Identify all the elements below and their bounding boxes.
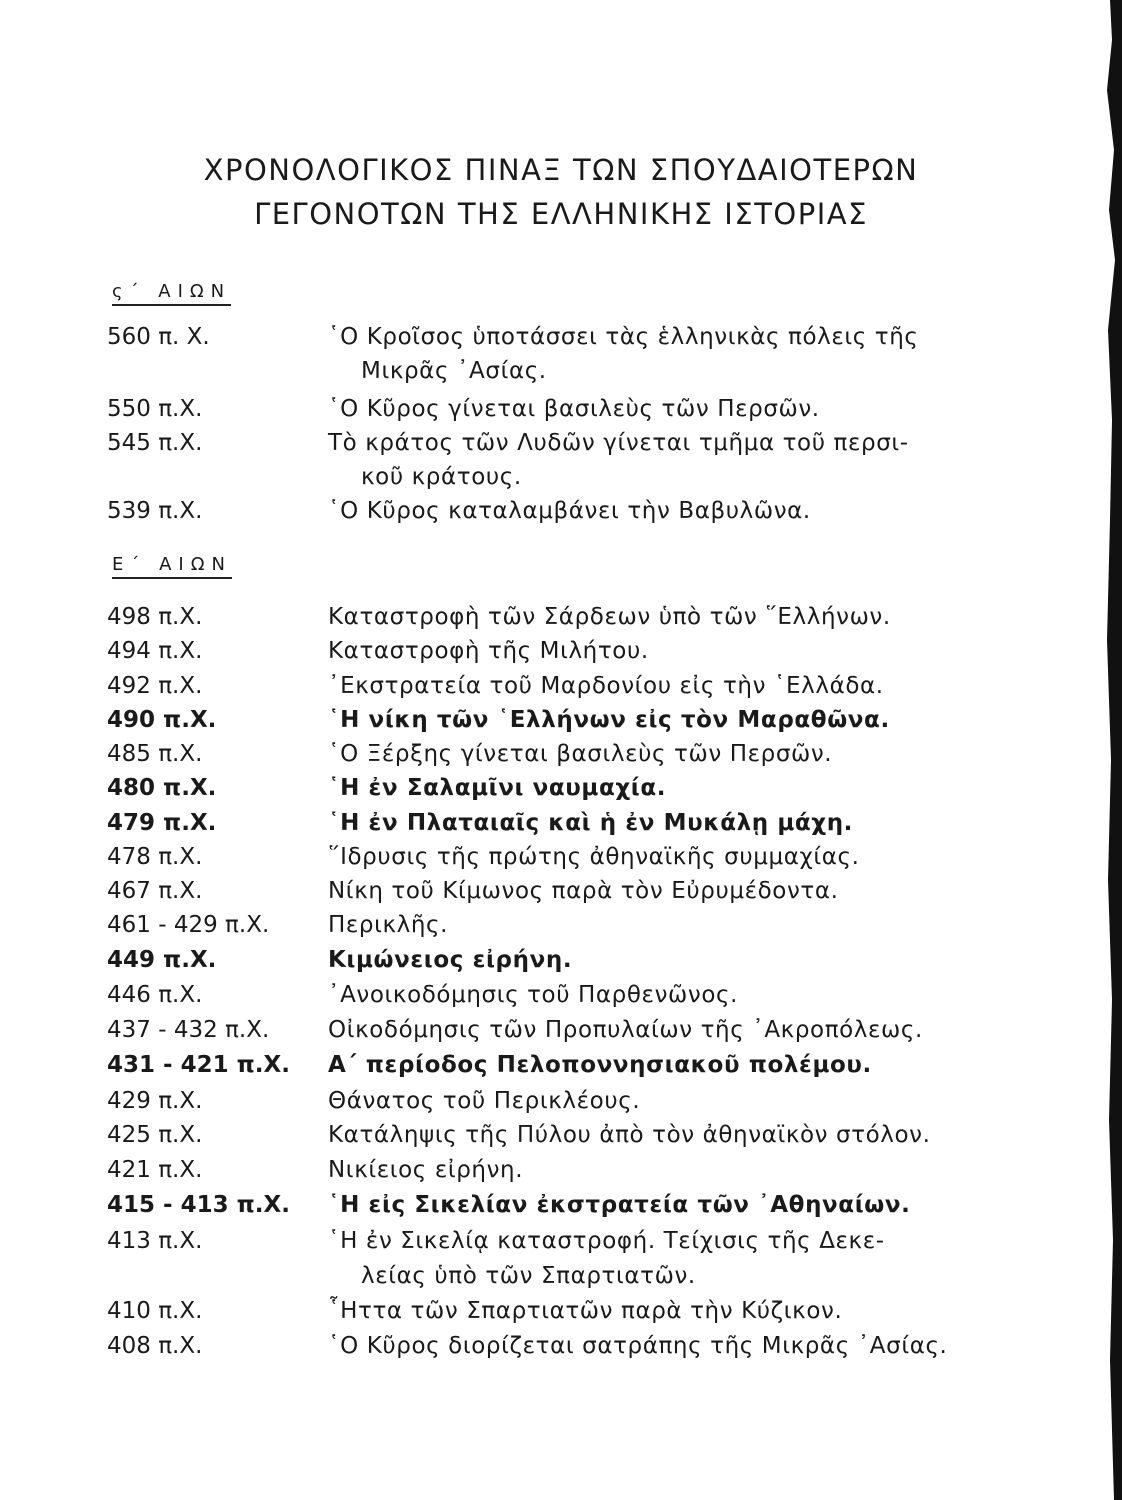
row-event: ῾Ο Κῦρος διορίζεται σατράπης τῆς Μικρᾶς ᾿Ασίας.: [328, 1333, 948, 1359]
row-date: 560 π. Χ.: [107, 324, 210, 350]
row-event: Κατάληψις τῆς Πύλου ἀπὸ τὸν ἀθηναϊκὸν στόλον.: [328, 1122, 931, 1148]
row-date: 490 π.Χ.: [107, 707, 217, 733]
row-event: Κιμώνειος εἰρήνη.: [328, 947, 573, 973]
row-event-continuation: κοῦ κράτους.: [361, 464, 522, 490]
century-heading: ς΄ ΑΙΩΝ: [112, 281, 231, 306]
row-date: 408 π.Χ.: [107, 1333, 203, 1359]
row-date: 446 π.Χ.: [107, 982, 203, 1008]
row-date: 539 π.Χ.: [107, 498, 203, 524]
row-event: Νίκη τοῦ Κίμωνος παρὰ τὸν Εὐρυμέδοντα.: [328, 878, 839, 904]
row-date: 478 π.Χ.: [107, 844, 203, 870]
row-event: Α΄ περίοδος Πελοποννησιακοῦ πολέμου.: [328, 1052, 872, 1078]
row-date: 425 π.Χ.: [107, 1122, 203, 1148]
row-date: 485 π.Χ.: [107, 741, 203, 767]
row-event: Οἰκοδόμησις τῶν Προπυλαίων τῆς ᾿Ακροπόλεως.: [328, 1017, 923, 1043]
row-date: 550 π.Χ.: [107, 396, 203, 422]
row-date: 415 - 413 π.Χ.: [107, 1192, 290, 1218]
row-event: ῾Ο Κῦρος γίνεται βασιλεὺς τῶν Περσῶν.: [328, 396, 820, 422]
row-event: Νικίειος εἰρήνη.: [328, 1157, 524, 1183]
row-date: 480 π.Χ.: [107, 775, 217, 801]
row-event: Θάνατος τοῦ Περικλέους.: [328, 1088, 641, 1114]
row-event: ῞Ιδρυσις τῆς πρώτης ἀθηναϊκῆς συμμαχίας.: [328, 844, 860, 870]
row-event: ῾Ο Κροῖσος ὑποτάσσει τὰς ἑλληνικὰς πόλεις τῆς: [328, 324, 919, 350]
row-event: Τὸ κράτος τῶν Λυδῶν γίνεται τμῆμα τοῦ περσι-: [328, 430, 909, 456]
page-title-line1: ΧΡΟΝΟΛΟΓΙΚΟΣ ΠΙΝΑΞ ΤΩΝ ΣΠΟΥΔΑΙΟΤΕΡΩΝ: [203, 153, 919, 187]
row-event: ῾Η νίκη τῶν ῾Ελλήνων εἰς τὸν Μαραθῶνα.: [328, 707, 890, 733]
century-heading: Ε΄ ΑΙΩΝ: [112, 554, 232, 579]
row-event: ᾿Εκστρατεία τοῦ Μαρδονίου εἰς τὴν ῾Ελλάδα.: [328, 673, 884, 699]
row-event: ῟Ηττα τῶν Σπαρτιατῶν παρὰ τὴν Κύζικον.: [328, 1298, 843, 1324]
row-event: ῾Ο Κῦρος καταλαμβάνει τὴν Βαβυλῶνα.: [328, 498, 811, 524]
row-event: ῾Η ἐν Πλαταιαῖς καὶ ἡ ἐν Μυκάλῃ μάχη.: [328, 810, 854, 836]
row-date: 437 - 432 π.Χ.: [107, 1017, 270, 1043]
row-date: 545 π.Χ.: [107, 430, 203, 456]
row-date: 410 π.Χ.: [107, 1298, 203, 1324]
row-date: 449 π.Χ.: [107, 947, 217, 973]
row-date: 494 π.Χ.: [107, 638, 203, 664]
page-title-line2: ΓΕΓΟΝΟΤΩΝ ΤΗΣ ΕΛΛΗΝΙΚΗΣ ΙΣΤΟΡΙΑΣ: [254, 197, 868, 231]
row-date: 467 π.Χ.: [107, 878, 203, 904]
row-date: 461 - 429 π.Χ.: [107, 912, 270, 938]
row-date: 431 - 421 π.Χ.: [107, 1052, 290, 1078]
row-date: 498 π.Χ.: [107, 604, 203, 630]
row-date: 492 π.Χ.: [107, 673, 203, 699]
row-date: 413 π.Χ.: [107, 1228, 203, 1254]
row-event-continuation: λείας ὑπὸ τῶν Σπαρτιατῶν.: [361, 1263, 696, 1289]
row-event: Περικλῆς.: [328, 912, 449, 938]
row-date: 421 π.Χ.: [107, 1157, 203, 1183]
row-event: Καταστροφὴ τῶν Σάρδεων ὑπὸ τῶν ῞Ελλήνων.: [328, 604, 891, 630]
row-event: ῾Η εἰς Σικελίαν ἐκστρατεία τῶν ᾿Αθηναίων.: [328, 1192, 911, 1218]
row-event: Καταστροφὴ τῆς Μιλήτου.: [328, 638, 649, 664]
row-date: 429 π.Χ.: [107, 1088, 203, 1114]
row-event: ῾Η ἐν Σικελίᾳ καταστροφή. Τείχισις τῆς Δεκε-: [328, 1228, 885, 1254]
row-event-continuation: Μικρᾶς ᾿Ασίας.: [361, 358, 547, 384]
row-event: ᾿Ανοικοδόμησις τοῦ Παρθενῶνος.: [328, 982, 739, 1008]
row-event: ῾Ο Ξέρξης γίνεται βασιλεὺς τῶν Περσῶν.: [328, 741, 833, 767]
row-date: 479 π.Χ.: [107, 810, 217, 836]
row-event: ῾Η ἐν Σαλαμῖνι ναυμαχία.: [328, 775, 667, 801]
